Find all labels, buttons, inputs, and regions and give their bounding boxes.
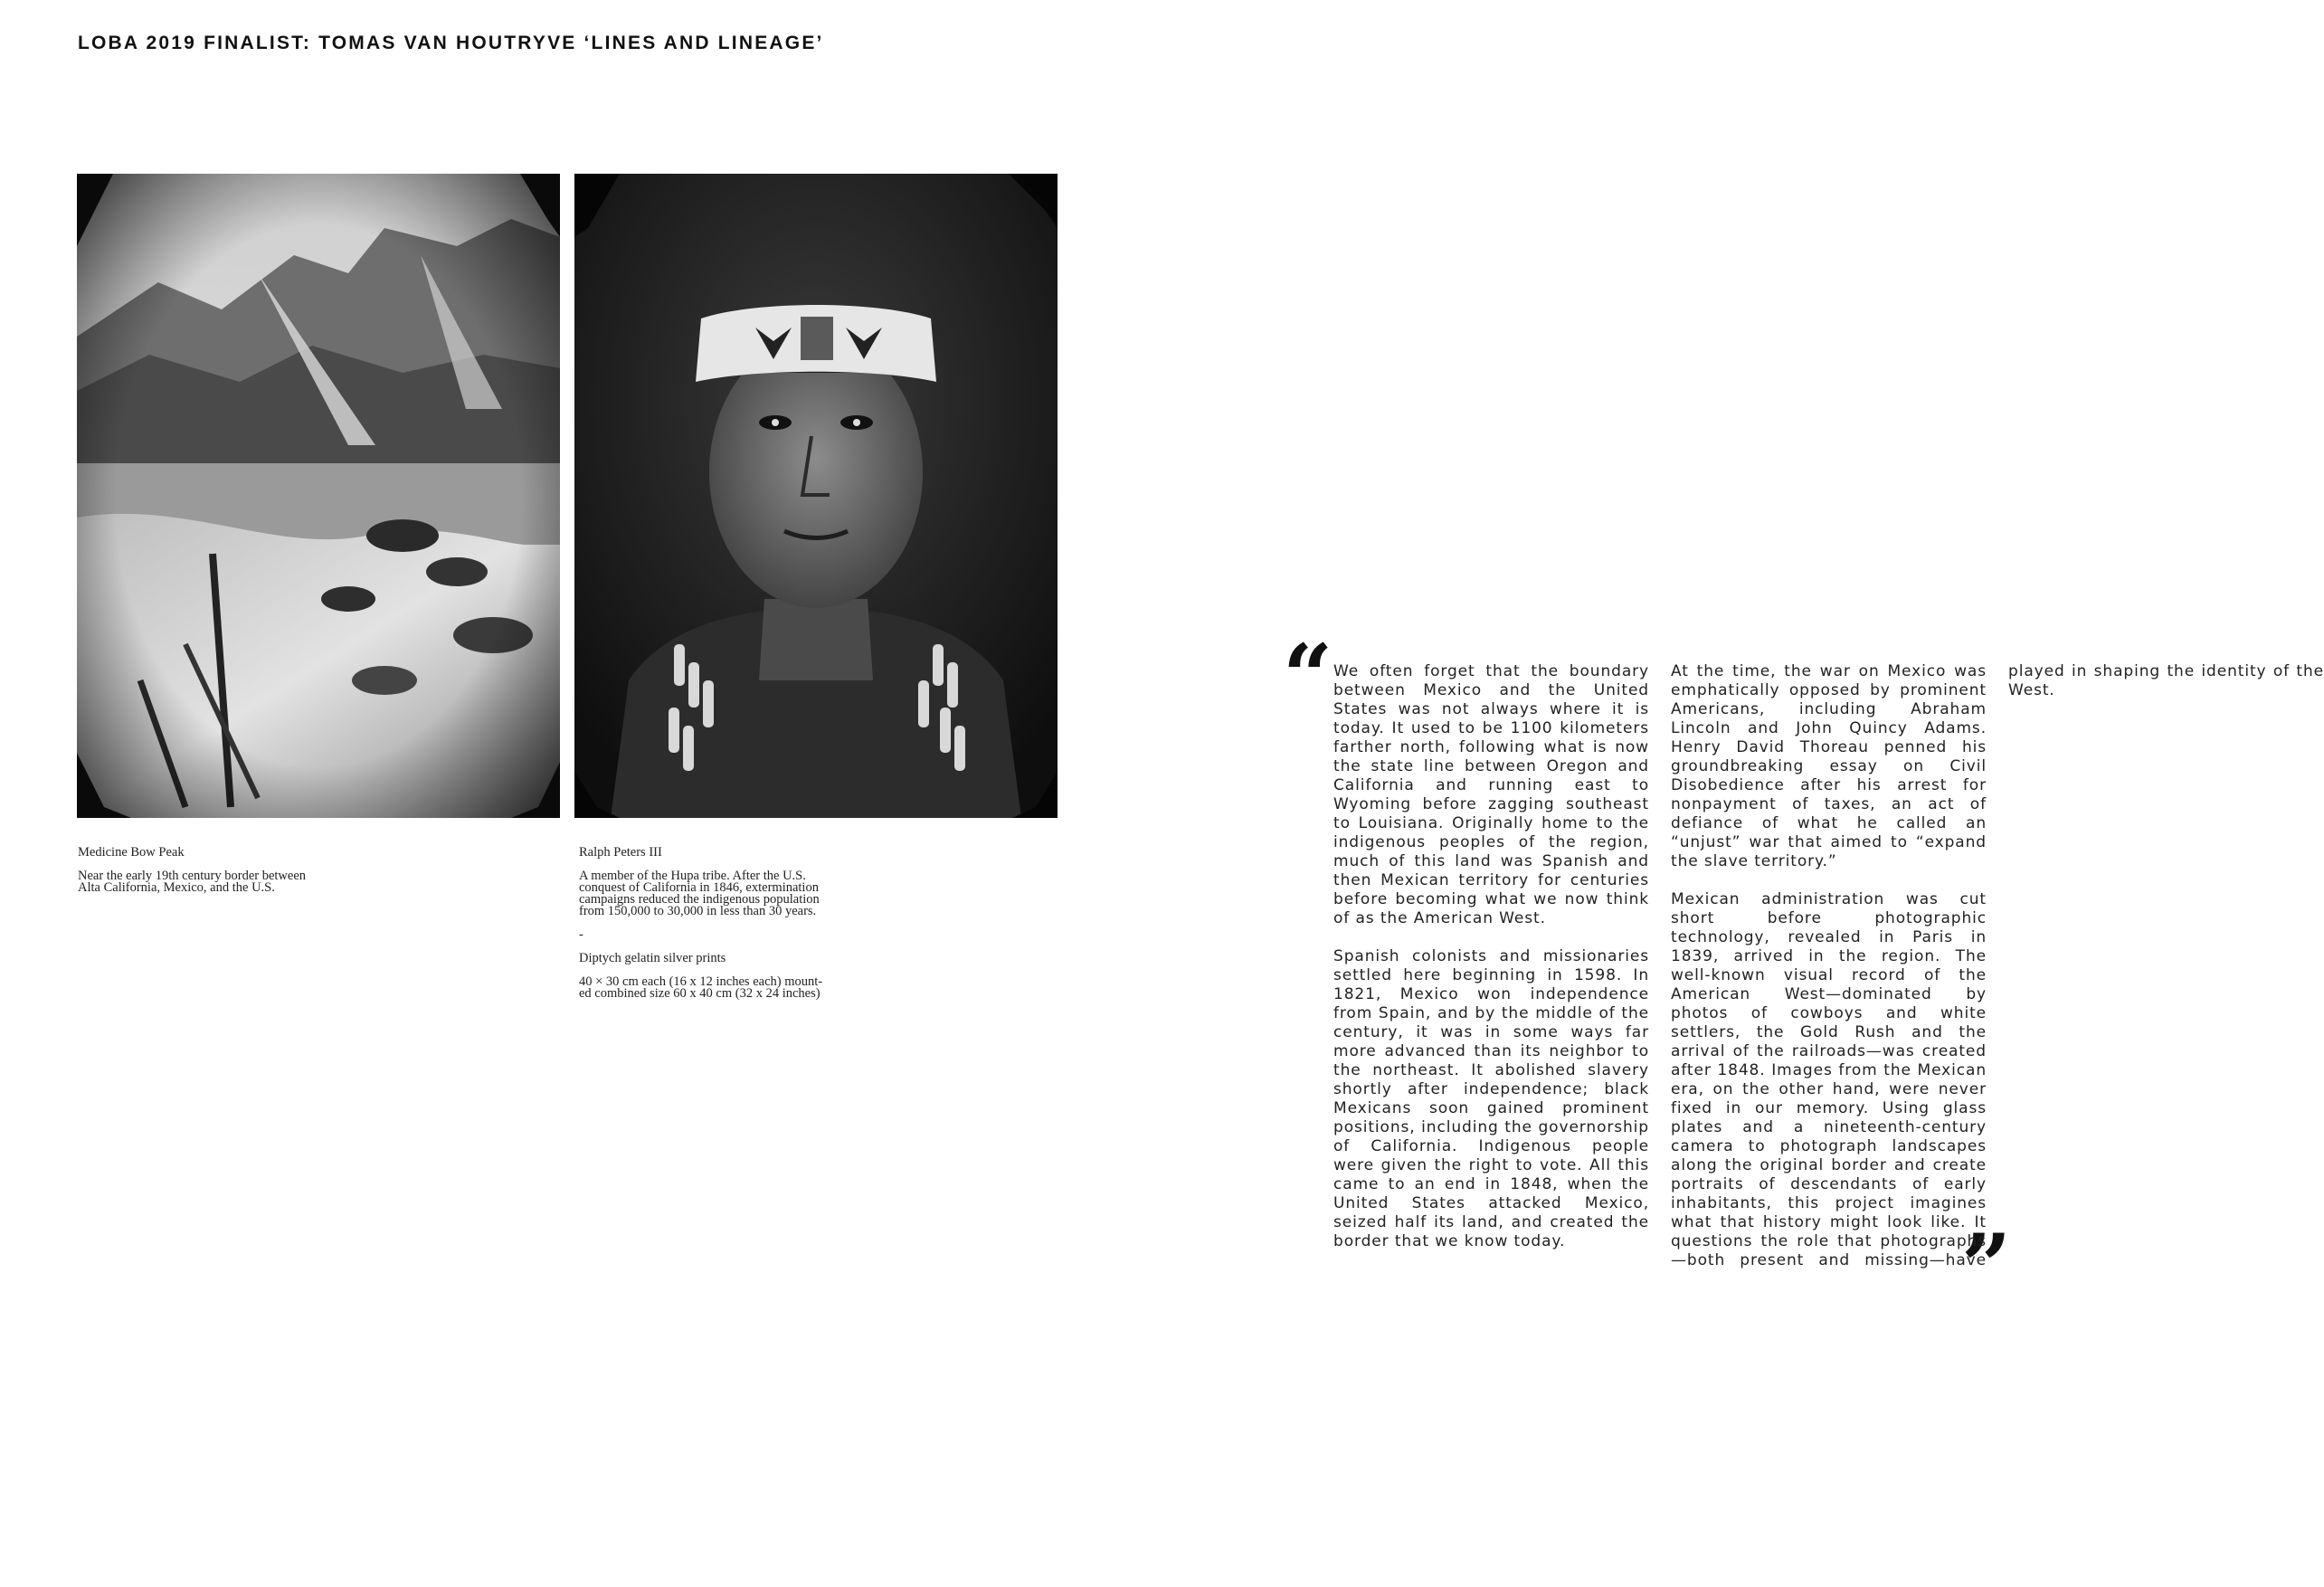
essay-paragraph: We often forget that the boundary between Mexico and the United States was not always where it is today. It used to be 1100 kilometers farther north, following what is now the state line between Oregon and California and running east to Wyoming before zagging southeast to Louisiana. Originally home to the indigenous peoples of the region, much of this land was Spanish and then Mexican territory for centuries before becoming what we now think of as the American West. (1333, 662, 1649, 927)
essay-paragraph: At the time, the war on Mexico was emphatically opposed by prominent Americans, including Abraham Lincoln and John Quincy Adams. Henry David Thoreau penned his groundbreaking essay on Civil Disobedience after his arrest for nonpayment of taxes, an act of defiance of what he called an “unjust” war that aimed to “expand the slave territory.” (1671, 662, 1987, 870)
close-quote-mark: ” (1961, 1215, 2012, 1317)
caption-separator: - (579, 927, 583, 942)
caption-description: A member of the Hupa tribe. After the U.S. conquest of California in 1846, extermination campaigns reduced the indigenous population from 150,000 to 30,000 in less than 30 years. (579, 869, 820, 918)
essay-paragraph: Spanish colonists and missionaries settled here beginning in 1598. In 1821, Mexico won independence from Spain, and by the middle of the century, it was in some ways far more advanced than its neighbor to the northeast. It abolished slavery shortly after independence; black Mexicans soon gained prominent positions, including the governorship of California. Indigenous people were given the right to vote. All this came to an end in 1848, when the United States attacked Mexico, seized half its land, and created the border that we know today. (1333, 947, 1649, 1250)
caption-left (78, 847, 385, 906)
caption-size: 40 × 30 cm each (16 x 12 inches each) mount- ed combined size 60 x 40 cm (32 x 24 inches) (579, 974, 823, 1001)
caption-title: Medicine Bow Peak (78, 845, 185, 860)
caption-title: Ralph Peters III (579, 845, 662, 860)
photo-ralph-peters-iii (574, 174, 1058, 818)
open-quote-mark: “ (1283, 625, 1333, 727)
caption-description: Near the early 19th century border between Alta California, Mexico, and the U.S. (78, 869, 307, 895)
landscape-icon (77, 174, 560, 818)
essay-paragraph: Mexican administration was cut short before photographic technology, revealed in Paris in 1839, arrived in the region. The well-known visual record of the American West—dominated by photos of cowboys and white settlers, the Gold Rush and the arrival of the railroads—was created after 1848. Images from the Mexican era, on the other hand, were never fixed in our memory. Using glass plates and a nineteenth-century camera to photograph landscapes along the original border and create portraits of descendants of early inhabitants, this project imagines what that history might look like. It questions the role that photographs—both present and missing—have played in shaping the identity of the West. (1671, 662, 2324, 1269)
essay-text (1333, 662, 2324, 1296)
caption-right (579, 847, 887, 1012)
page-header-title: LOBA 2019 FINALIST: TOMAS VAN HOUTRYVE ‘LINES AND LINEAGE’ (78, 33, 824, 53)
portrait-icon (574, 174, 1058, 818)
photo-medicine-bow-peak (77, 174, 560, 818)
caption-medium: Diptych gelatin silver prints (579, 951, 726, 965)
